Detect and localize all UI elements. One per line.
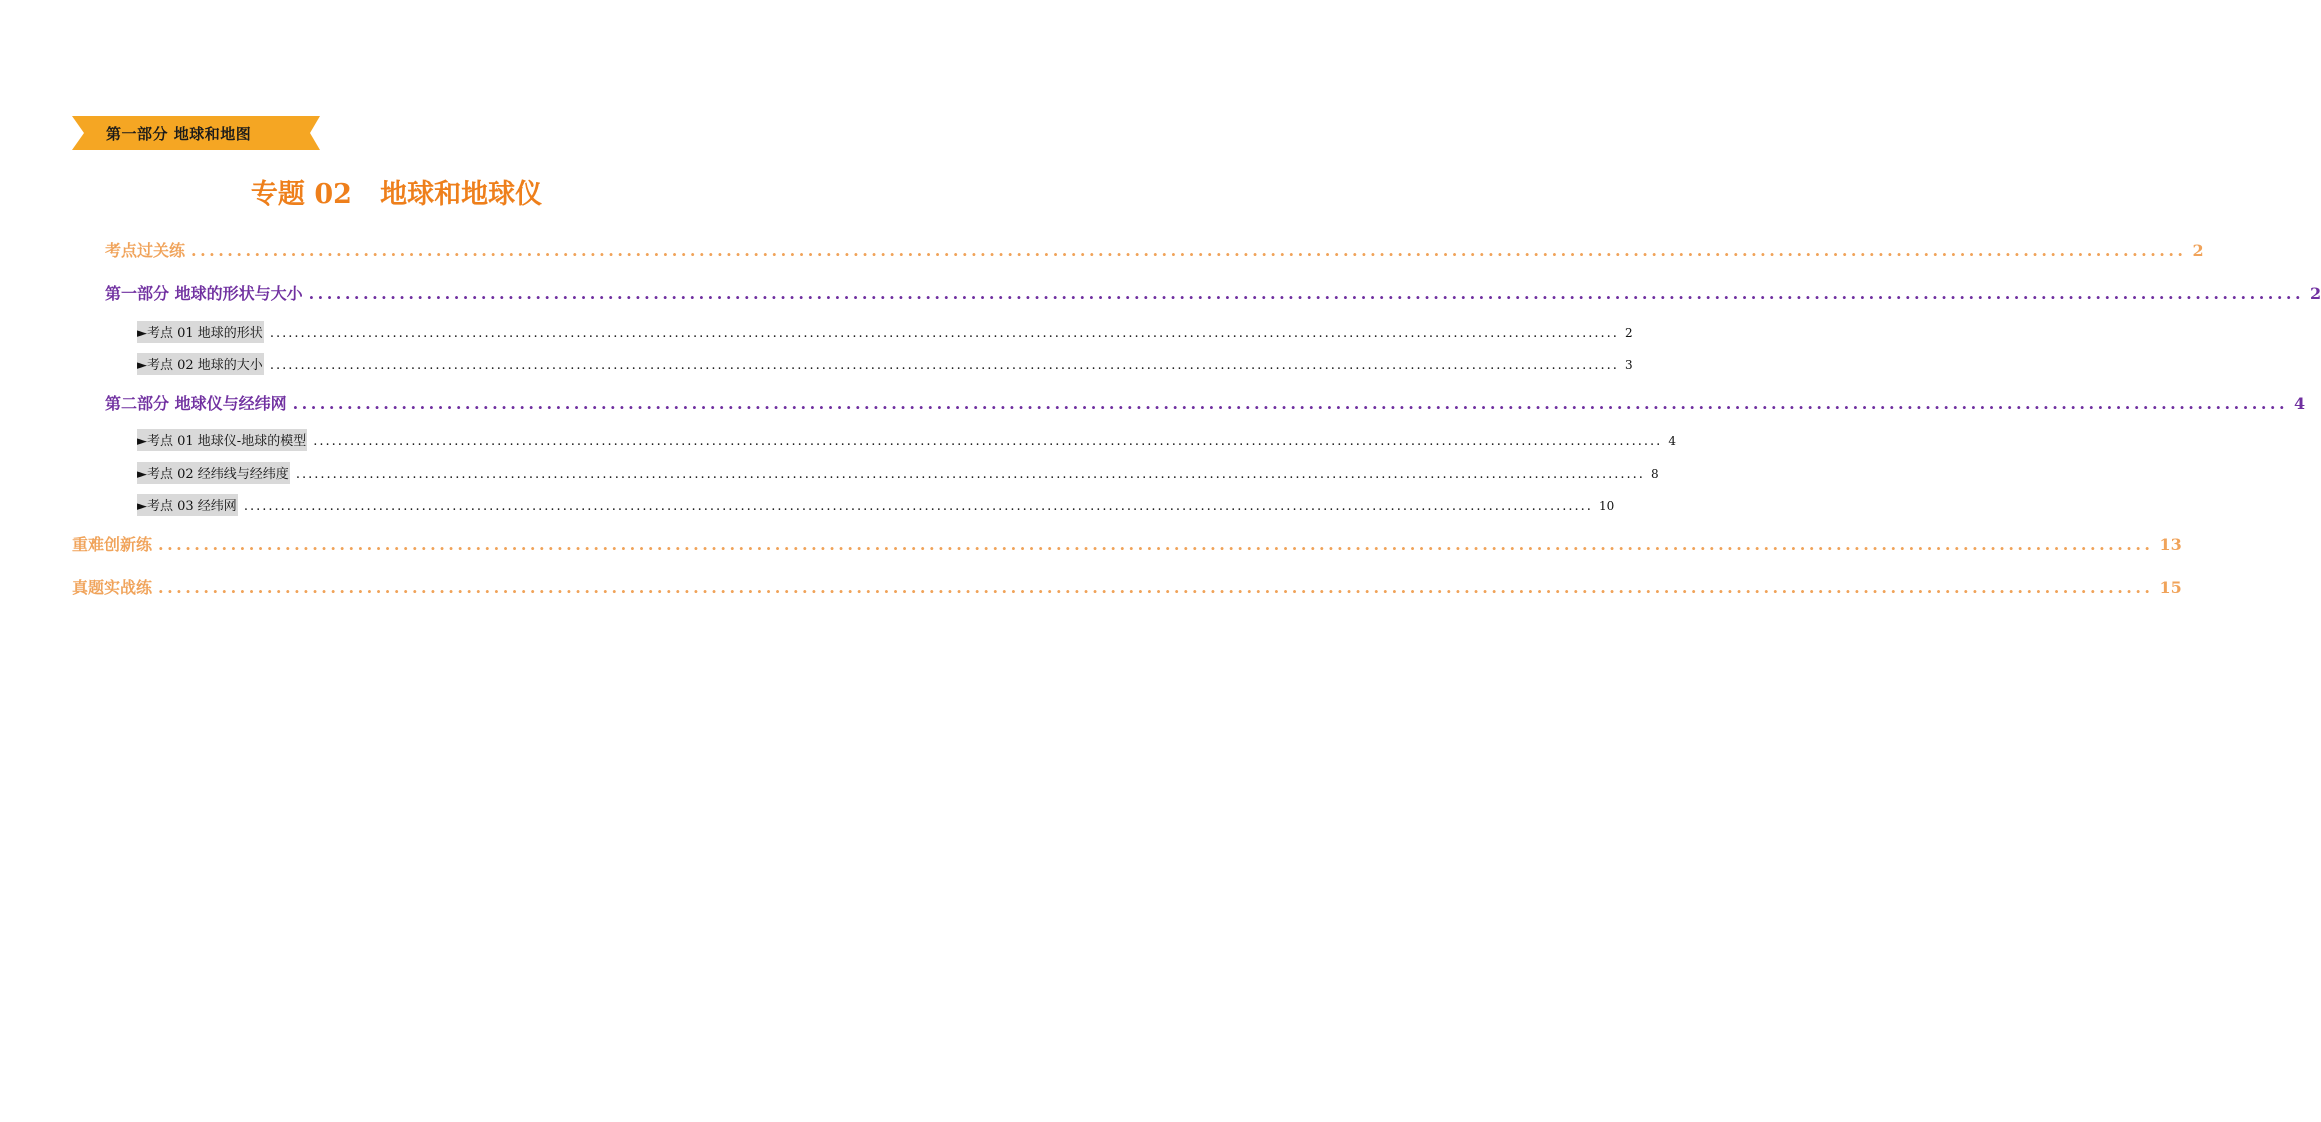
toc-dot-leader: ............................................................................................................................................................................................................................ — [295, 467, 1645, 482]
toc-entry-kaodian-02-size[interactable] — [137, 353, 1633, 375]
title-main: 地球和地球仪 — [380, 179, 543, 210]
toc-dot-leader: ............................................................................................................................................................................................................................ — [269, 358, 1619, 373]
toc-entry-label: ►考点 03 经纬网 — [137, 494, 238, 516]
toc-entry-kaodian-01-shape[interactable] — [137, 321, 1633, 343]
banner-text: 第一部分 地球和地图 — [106, 125, 252, 143]
toc-entry-label: 第一部分 地球的形状与大小 — [105, 284, 303, 303]
toc-dot-leader: ............................................................................................................................................................................................................................ — [292, 394, 2289, 413]
toc-page-number: 4 — [1668, 434, 1676, 448]
title-prefix: 专题 — [250, 179, 305, 210]
toc-entry-label: ►考点 02 地球的大小 — [137, 353, 264, 375]
toc-entry-part-one[interactable] — [105, 281, 2321, 304]
toc-dot-leader: ............................................................................................................................................................................................................................ — [158, 535, 2154, 554]
toc-page-number: 15 — [2159, 578, 2182, 597]
toc-entry-label: ►考点 01 地球的形状 — [137, 321, 264, 343]
title-number: 02 — [314, 179, 352, 210]
toc-entry-label: 考点过关练 — [105, 241, 186, 260]
section-banner — [70, 114, 322, 152]
toc-dot-leader: ............................................................................................................................................................................................................................ — [243, 499, 1593, 514]
toc-entry-kaodian-01-globe[interactable] — [137, 429, 1676, 451]
toc-page-number: 2 — [2192, 241, 2204, 260]
toc-entry-kaodian-guoguan[interactable] — [105, 238, 2204, 261]
toc-entry-part-two[interactable] — [105, 391, 2306, 414]
toc-page-number: 3 — [1624, 358, 1633, 372]
toc-dot-leader: ............................................................................................................................................................................................................................ — [269, 326, 1619, 341]
toc-entry-label: 真题实战练 — [72, 578, 153, 597]
toc-dot-leader: ............................................................................................................................................................................................................................ — [308, 284, 2305, 303]
toc-page-number: 10 — [1598, 499, 1615, 513]
toc-entry-label: ►考点 01 地球仪-地球的模型 — [137, 429, 307, 451]
toc-page-number: 13 — [2159, 535, 2182, 554]
toc-page-number: 2 — [1624, 326, 1633, 340]
toc-page-number: 8 — [1650, 467, 1659, 481]
page-title — [0, 172, 793, 211]
toc-entry-label: 重难创新练 — [72, 535, 153, 554]
toc-entry-kaodian-03-grid[interactable] — [137, 494, 1615, 516]
toc-entry-zhenti[interactable] — [72, 575, 2182, 598]
toc-entry-kaodian-02-latlon[interactable] — [137, 462, 1659, 484]
toc-dot-leader: ............................................................................................................................................................................................................................ — [158, 578, 2154, 597]
toc-entry-label: ►考点 02 经纬线与经纬度 — [137, 462, 290, 484]
toc-dot-leader: ............................................................................................................................................................................................................................ — [191, 241, 2187, 260]
toc-page-number: 4 — [2294, 394, 2306, 413]
toc-entry-zhongnan[interactable] — [72, 532, 2182, 555]
toc-page-number: 2 — [2310, 284, 2321, 303]
toc-dot-leader: ............................................................................................................................................................................................................................ — [313, 434, 1663, 449]
toc-entry-label: 第二部分 地球仪与经纬网 — [105, 394, 287, 413]
